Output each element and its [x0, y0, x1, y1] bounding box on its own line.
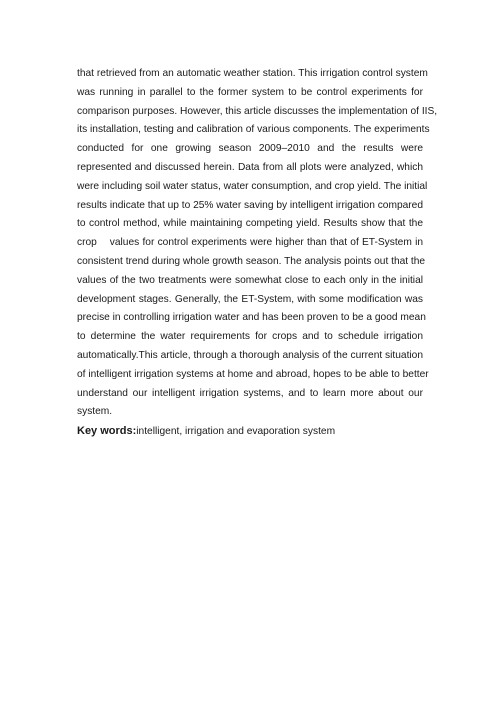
abstract-line: system.: [77, 406, 113, 418]
keywords-label: Key words:: [77, 425, 137, 437]
keywords-text: intelligent, irrigation and evaporation system: [136, 426, 336, 437]
abstract-line: to determine the water requirements for crops and to schedule irrigation: [77, 331, 423, 343]
abstract-line: automatically.This article, through a thorough analysis of the current situation: [77, 349, 423, 361]
abstract-line: values of the two treatments were somewhat close to each only in the initial: [77, 274, 423, 286]
abstract-line: results indicate that up to 25% water saving by intelligent irrigation compared: [77, 199, 423, 211]
abstract-paragraph: [77, 65, 438, 422]
abstract-line: development stages. Generally, the ET-System, with some modification was: [77, 293, 423, 305]
abstract-line: consistent trend during whole growth season. The analysis points out that the: [77, 255, 426, 267]
keywords-line: [77, 422, 335, 441]
abstract-line: of intelligent irrigation systems at home and abroad, hopes to be able to better: [77, 368, 429, 380]
abstract-line: was running in parallel to the former system to be control experiments for: [77, 86, 423, 98]
abstract-line: conducted for one growing season 2009‒2010 and the results were: [77, 143, 423, 155]
abstract-line: that retrieved from an automatic weather station. This irrigation control system: [77, 68, 428, 79]
abstract-line: to control method, while maintaining competing yield. Results show that the: [77, 218, 423, 230]
abstract-line: represented and discussed herein. Data from all plots were analyzed, which: [77, 161, 423, 173]
abstract-line: precise in controlling irrigation water and has been proven to be a good mean: [77, 312, 426, 324]
abstract-line: crop values for control experiments were higher than that of ET-System in: [77, 237, 423, 249]
abstract-line: were including soil water status, water consumption, and crop yield. The initial: [77, 180, 428, 192]
abstract-line: its installation, testing and calibration of various components. The experiments: [77, 124, 430, 136]
abstract-line: understand our intelligent irrigation systems, and to learn more about our: [77, 387, 423, 399]
abstract-line: comparison purposes. However, this article discusses the implementation of IIS,: [77, 105, 438, 117]
